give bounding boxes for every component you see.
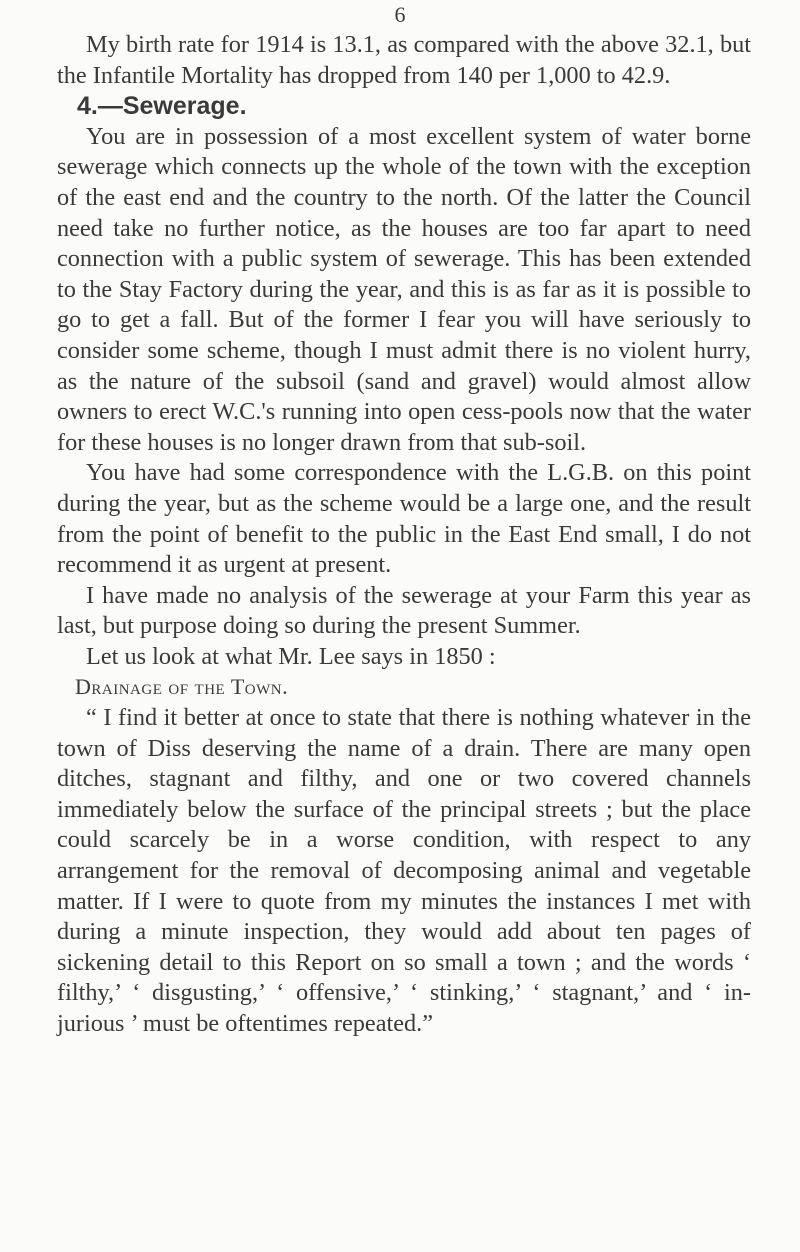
page-number: 6 bbox=[394, 2, 406, 27]
subheading-drainage: Drainage of the Town. bbox=[75, 674, 289, 700]
paragraph-lgb-correspondence: You have had some correspondence with the L.G.B. on this point during the year, but as the scheme would be a large one, and the result from the point of benefit to the public in the East End small, I do not recommend it as urgent at present. bbox=[57, 459, 751, 579]
document-body bbox=[57, 30, 751, 1040]
section-heading-sewerage: 4.—Sewerage. bbox=[77, 92, 247, 121]
paragraph-sewerage-system: You are in possession of a most excellent system of water borne sewerage which connects up the whole of the town with the exception of the east end and the country to the north. Of the latter the Council need take no further notice, as the houses are too far apart to need connection with a public system of sewerage. This has been extended to the Stay Factory during the year, and this is as far as it is possible to go to get a fall. But of the former I fear you will have seriously to consider some scheme, though I must admit there is no violent hurry, as the nature of the subsoil (sand and gravel) would almost allow owners to erect W.C.'s running into open cess-pools now that the water for these houses is no longer drawn from that sub-soil. bbox=[57, 122, 751, 456]
paragraph-birth-rate: My birth rate for 1914 is 13.1, as compared with the above 32.1, but the Infantile Mortality has dropped from 140 per 1,000 to 42.9. bbox=[57, 31, 751, 89]
paragraph-farm-analysis: I have made no analysis of the sewerage at your Farm this year as last, but purpose doing so during the present Summer. bbox=[57, 581, 751, 640]
paragraph-mr-lee: Let us look at what Mr. Lee says in 1850 : bbox=[86, 642, 496, 670]
paragraph-quotation: “ I find it better at once to state that there is nothing whatever in the town of Diss deserving the name of a drain. There are many open ditches, stagnant and filthy, and one or two covered channels immediately below the surface of the principal streets ; but the place could scarcely be in a worse condition, with respect to any arrangement for the removal of decomposing animal and vegetable matter. If I were to quote from my minutes the instances I met with during a minute inspection, they would add about ten pages of sickening detail to this Report on so small a town ; and the words ‘ filthy,’ ‘ disgusting,’ ‘ offensive,’ ‘ stinking,’ ‘ stagnant,’ and ‘ in- jurious ’ must be oftentimes repeated.” bbox=[57, 704, 751, 1037]
